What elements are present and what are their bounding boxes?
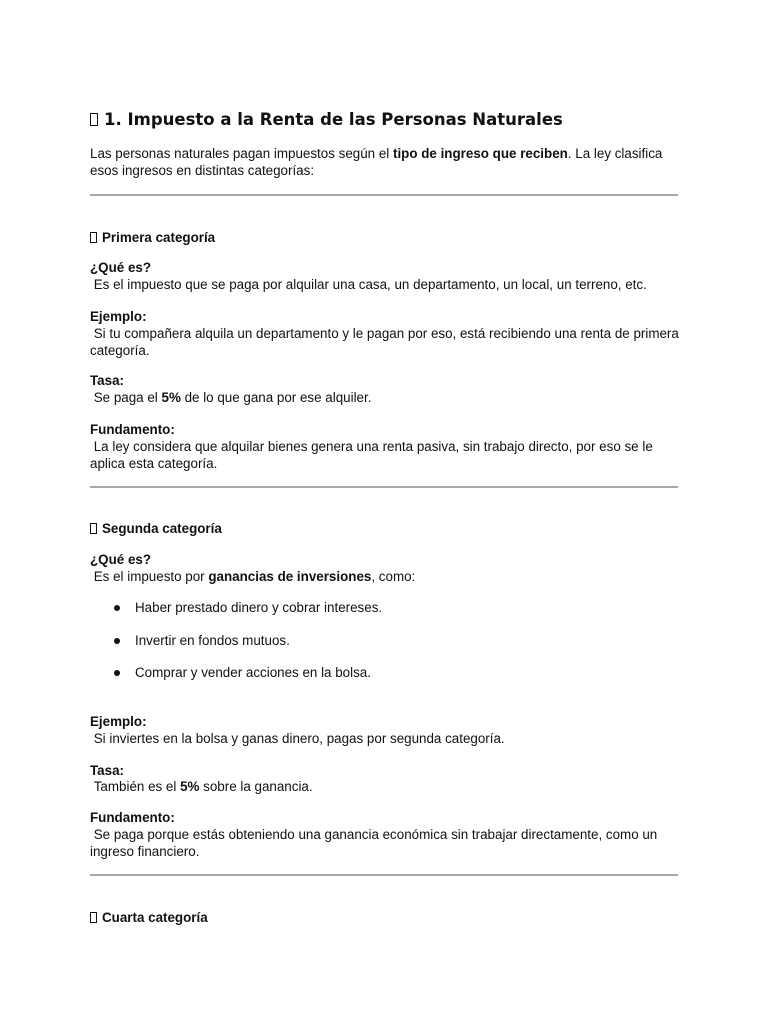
main-heading xyxy=(90,110,563,129)
missing-glyph-icon xyxy=(90,912,97,923)
intro-text-bold: tipo de ingreso que reciben xyxy=(392,146,568,161)
section-title-primera: Primera categoría xyxy=(102,230,216,245)
primera-que-es-text: Es el impuesto que se paga por alquilar una casa, un departamento, un local, un terreno, etc. xyxy=(93,277,647,292)
divider-3 xyxy=(90,874,678,876)
divider-2 xyxy=(90,486,678,488)
intro-paragraph xyxy=(90,146,680,179)
section-title-cuarta: Cuarta categoría xyxy=(102,910,208,925)
segunda-fundamento-text: Se paga porque estás obteniendo una ganancia económica sin trabajar directamente, como un ingreso financiero. xyxy=(90,827,658,859)
label-tasa: Tasa: xyxy=(90,763,124,778)
missing-glyph-icon xyxy=(90,113,98,126)
label-que-es: ¿Qué es? xyxy=(90,552,152,567)
primera-fundamento-text: La ley considera que alquilar bienes genera una renta pasiva, sin trabajo directo, por eso se le aplica esta categoría. xyxy=(90,439,653,471)
section-heading-cuarta xyxy=(90,910,208,925)
section-title-segunda: Segunda categoría xyxy=(102,521,222,536)
label-que-es: ¿Qué es? xyxy=(90,260,152,275)
intro-text-post: . La ley clasifica esos ingresos en distintas categorías: xyxy=(90,146,663,178)
intro-text-pre: Las personas naturales pagan impuestos según el xyxy=(90,146,393,161)
missing-glyph-icon xyxy=(90,232,97,243)
section-heading-primera xyxy=(90,230,215,245)
label-fundamento: Fundamento: xyxy=(90,810,175,825)
divider-1 xyxy=(90,194,678,196)
segunda-tasa-text: También es el 5% sobre la ganancia. xyxy=(93,779,313,794)
label-fundamento: Fundamento: xyxy=(90,422,175,437)
section-heading-segunda xyxy=(90,521,222,536)
primera-tasa-text: Se paga el 5% de lo que gana por ese alquiler. xyxy=(93,390,372,405)
primera-ejemplo-text: Si tu compañera alquila un departamento y le pagan por eso, está recibiendo una renta de primera categoría. xyxy=(90,326,679,358)
label-ejemplo: Ejemplo: xyxy=(90,714,147,729)
list-item: Haber prestado dinero y cobrar intereses. xyxy=(114,600,382,615)
missing-glyph-icon xyxy=(90,523,97,534)
list-item: Invertir en fondos mutuos. xyxy=(114,633,290,648)
segunda-que-es-text: Es el impuesto por ganancias de inversiones, como: xyxy=(93,569,416,584)
label-ejemplo: Ejemplo: xyxy=(90,309,147,324)
list-item: Comprar y vender acciones en la bolsa. xyxy=(114,665,371,680)
label-tasa: Tasa: xyxy=(90,373,124,388)
segunda-ejemplo-text: Si inviertes en la bolsa y ganas dinero, pagas por segunda categoría. xyxy=(93,731,505,746)
bullet-icon xyxy=(114,638,120,644)
main-heading-text: 1. Impuesto a la Renta de las Personas Naturales xyxy=(104,110,563,129)
bullet-icon xyxy=(114,605,120,611)
bullet-icon xyxy=(114,670,120,676)
